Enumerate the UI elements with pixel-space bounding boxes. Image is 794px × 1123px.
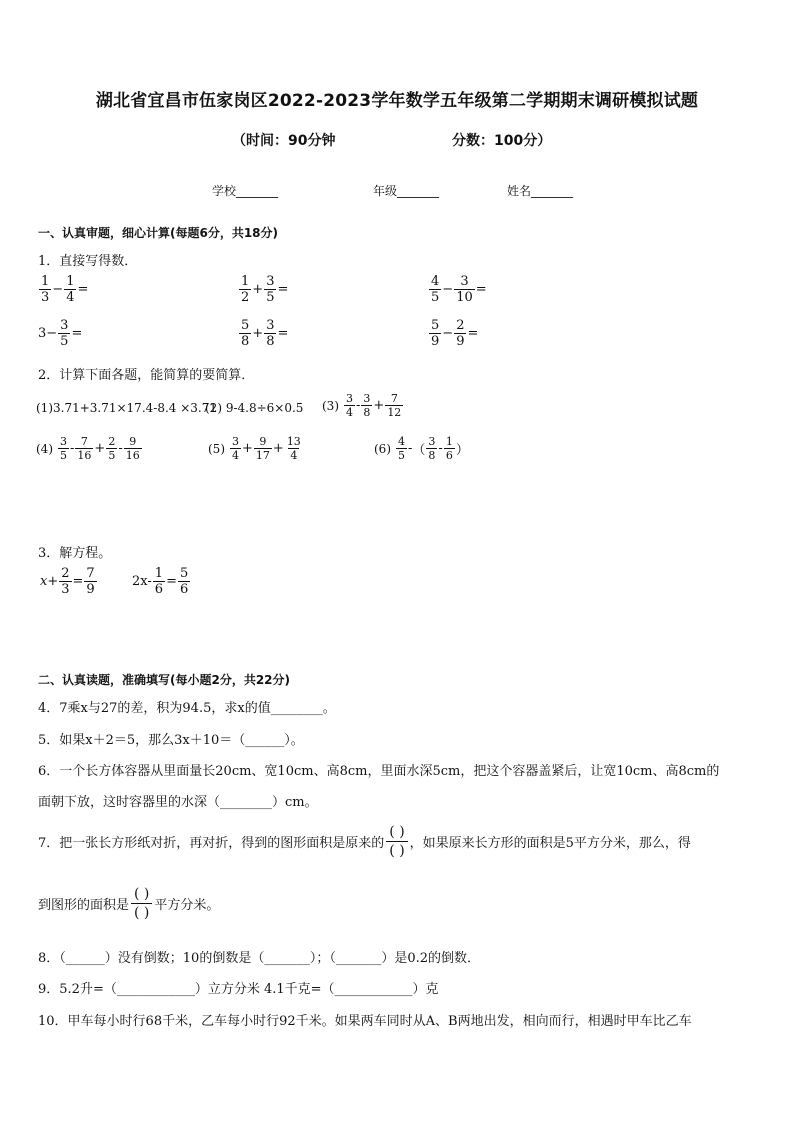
grade-field: 年级_______ <box>373 184 440 198</box>
question-2-label: 2．计算下面各题，能简算的要简算． <box>38 368 255 383</box>
q3-equation-1: x+ $\frac{2}{3}$ = $\frac{7}{9}$ <box>40 566 95 597</box>
q1-item-5: $\frac{5}{8}$ + $\frac{3}{8}$ = <box>241 318 289 349</box>
question-3-label: 3．解方程。 <box>38 546 112 561</box>
question-4: 4．7乘x与27的差，积为94.5，求x的值________。 <box>38 701 336 716</box>
question-5: 5．如果x＋2＝5，那么3x＋10＝（______）。 <box>38 733 304 748</box>
q7-blank-fraction-2: ( ) ( ) <box>131 885 152 922</box>
question-1-label: 1．直接写得数． <box>38 254 138 269</box>
question-7-line-2: 到图形的面积是 ( ) ( ) 平方分米。 <box>38 886 220 921</box>
question-6-line-2: 面朝下放，这时容器里的水深（________）cm。 <box>38 795 318 810</box>
school-field: 学校_______ <box>212 184 279 198</box>
q3-equation-2: 2x- $\frac{1}{6}$ = $\frac{5}{6}$ <box>132 566 189 597</box>
exam-title: 湖北省宜昌市伍家岗区2022-2023学年数学五年级第二学期期末调研模拟试题 <box>95 91 699 111</box>
section-2-heading: 二、认真读题，准确填写(每小题2分，共22分) <box>38 673 291 687</box>
q2-part-4: (4) $\frac{3}{5}$ - $\frac{7}{16}$ + $\frac{2}{5}$ - $\frac{9}{16}$ <box>36 435 140 462</box>
section-1-heading: 一、认真审题，细心计算(每题6分，共18分) <box>38 226 279 240</box>
exam-score: 分数：100分） <box>452 133 552 149</box>
q1-item-6: $\frac{5}{9}$ − $\frac{2}{9}$ = <box>431 318 479 349</box>
q1-item-2: $\frac{1}{2}$ + $\frac{3}{5}$ = <box>241 274 289 305</box>
q2-part-6: (6) $\frac{4}{5}$ - （ $\frac{3}{8}$ - $\frac{1}{6}$ ） <box>374 435 469 462</box>
q2-part-1: (1)3.71+3.71×17.4-8.4 ×3.71 <box>36 401 217 415</box>
q1-item-4: 3− $\frac{3}{5}$ = <box>38 318 83 349</box>
question-10: 10．甲车每小时行68千米，乙车每小时行92千米。如果两车同时从A、B两地出发，相向而行，相遇时甲车比乙车 <box>38 1014 692 1029</box>
question-9: 9．5.2升=（____________）立方分米 4.1千克=（____________）克 <box>38 982 439 997</box>
question-6-line-1: 6．一个长方体容器从里面量长20cm、宽10cm、高8cm，里面水深5cm，把这个容器盖紧后，让宽10cm、高8cm的 <box>38 764 720 779</box>
name-field: 姓名_______ <box>507 184 574 198</box>
question-8: 8．（______）没有倒数；10的倒数是（_______）；（_______）是0.2的倒数． <box>38 951 480 966</box>
q2-part-3: (3) $\frac{3}{4}$ - $\frac{3}{8}$ + $\frac{7}{12}$ <box>322 392 402 419</box>
q7-blank-fraction-1: ( ) ( ) <box>386 823 407 860</box>
q1-item-1: $\frac{1}{3}$ − $\frac{1}{4}$ = <box>41 274 89 305</box>
exam-time: （时间：90分钟 <box>232 133 336 149</box>
q2-part-2: (2) 9-4.8÷6×0.5 <box>205 401 304 415</box>
q1-item-3: $\frac{4}{5}$ − $\frac{3}{10}$ = <box>431 274 487 305</box>
question-7-line-1: 7．把一张长方形纸对折，再对折，得到的图形面积是原来的 ( ) ( ) ，如果原来长方形的面积是5平方分米，那么，得 <box>38 824 691 859</box>
q2-part-5: (5) $\frac{3}{4}$ + $\frac{9}{17}$ + $\frac{13}{4}$ <box>208 435 301 462</box>
